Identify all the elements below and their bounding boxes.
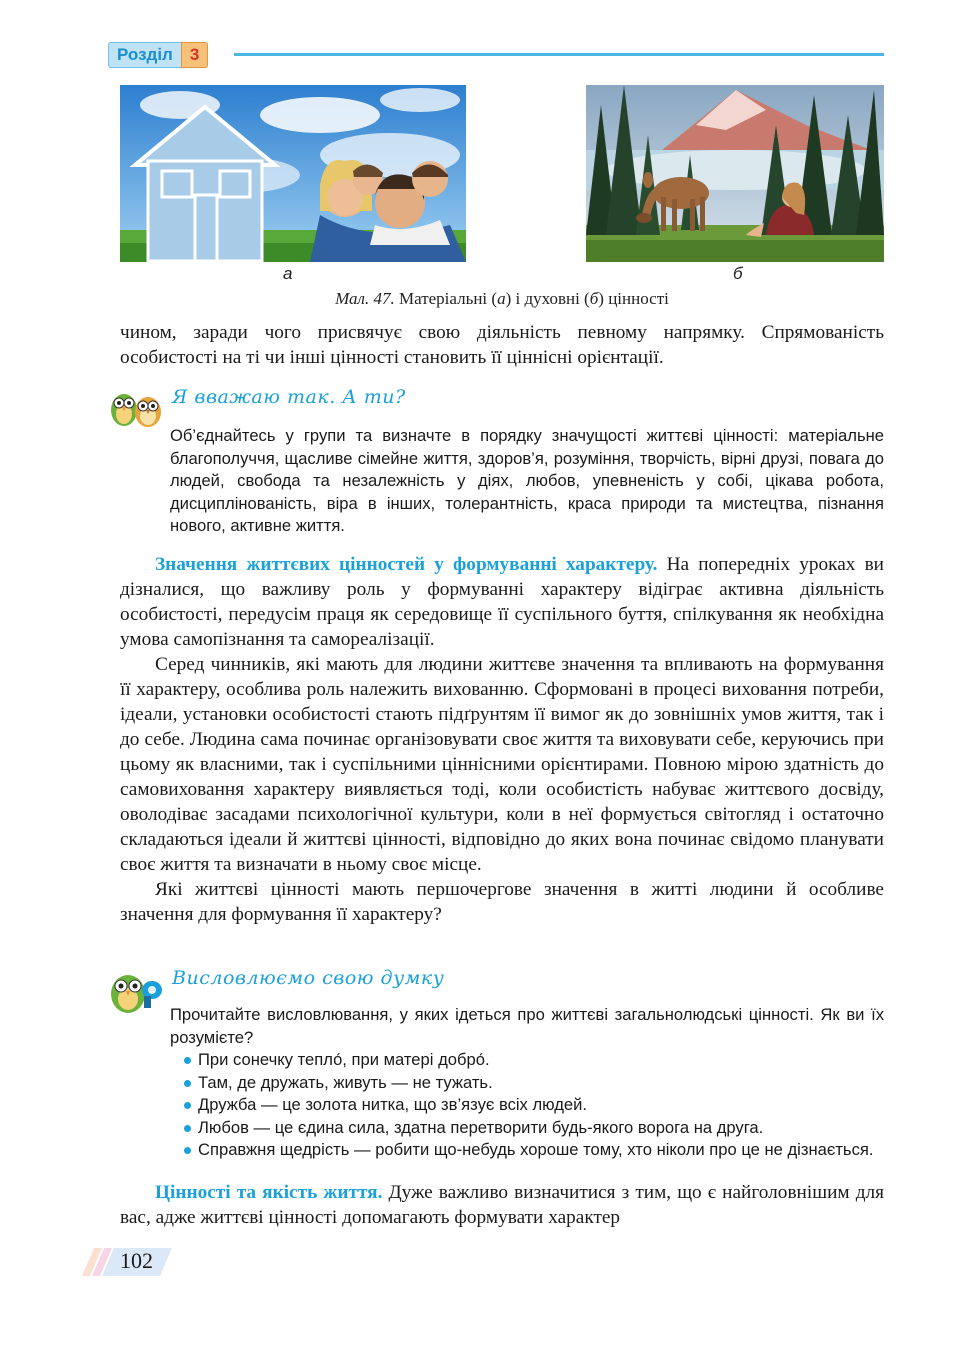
section2 — [120, 1180, 884, 1230]
box2-intro: Прочитайте висловлювання, у яких ідеться про життєві загальнолюдські цінності. Як ви їх розумієте? — [170, 1005, 884, 1047]
section-number: 3 — [181, 42, 208, 68]
figure-label-a: а — [283, 264, 293, 283]
caption-number: Мал. 47. — [335, 289, 395, 308]
photo-material-values — [120, 85, 466, 262]
page-number: 102 — [120, 1248, 153, 1273]
owl-speaking-icon — [108, 968, 164, 1014]
quotes-list — [170, 1049, 884, 1162]
list-item: Справжня щедрість — робити що-небудь хороше тому, хто ніколи про це не дізнається. — [170, 1139, 884, 1162]
section2-paragraph: Цінності та якість життя. Дуже важливо визначитися з тим, що є найголовнішим для вас, адже життєві цінності допомагають формувати характер — [120, 1182, 884, 1228]
section1-paragraph3: Які життєві цінності мають першочергове значення в житті людини й особливе значення для формування її характеру? — [120, 879, 884, 925]
list-item: Любов — це єдина сила, здатна перетворити будь-якого ворога на друга. — [170, 1117, 884, 1140]
section-divider — [234, 53, 884, 56]
intro-paragraph: чином, заради чого присвячує свою діяльність певному напрямку. Спрямованість особистості на ті чи інші цінності становить її ціннісні орієнтації. — [120, 322, 884, 368]
section-label: Розділ — [108, 42, 181, 68]
box1-title: Я вважаю так. А ти? — [172, 386, 406, 408]
section-tab — [108, 42, 208, 68]
list-item: Дружба — це золота нитка, що зв’язує всіх людей. — [170, 1094, 884, 1117]
figure-caption: Мал. 47. Матеріальні (а) і духовні (б) цінності — [335, 289, 669, 308]
box1-text: Об’єднайтесь у групи та визначте в порядку значущості життєві цінності: матеріальне благополуччя, щасливе сімейне життя, здоров’я, розуміння, творчість, вірні друзі, повага до людей, свобода та незалежність у діях, любов, упевненість у собі, цікава робота, дисциплінованість, віра в інших, толерантність, краса природи та мистецтва, пізнання нового, активне життя. — [170, 426, 884, 535]
section1-heading: Значення життєвих цінностей у формуванні характеру. — [155, 554, 658, 575]
section1-paragraph2: Серед чинників, які мають для людини життєве значення та впливають на формування її характеру, особлива роль належить вихованню. Сформовані в процесі виховання потреби, ідеали, установки особистості стають підґрунтям її вимог як до зовнішніх умов життя, так і до себе. Людина сама починає організовувати своє життя та виховувати себе, керуючись при цьому як власними, так і суспільними ціннісними орієнтирами. Повною мірою здатність до самовиховання характеру виявляється тоді, коли особистість набуває життєвого досвіду, оволодіває засадами психологічної культури, коли в неї формується світогляд і остаточно складаються ідеали й життєві цінності, відповідно до яких вона починає свідомо планувати своє життя та визначати в ньому своє місце. — [120, 654, 884, 875]
section1 — [120, 552, 884, 927]
list-item: При сонечку тепло́, при матері добро́. — [170, 1049, 884, 1072]
box2-content — [170, 1004, 884, 1162]
box2-title: Висловлюємо свою думку — [172, 967, 445, 989]
figure-label-b: б — [733, 264, 743, 283]
owl-pair-icon — [108, 388, 164, 428]
photo-spiritual-values — [586, 85, 884, 262]
section1-paragraph1: Значення життєвих цінностей у формуванні характеру. На попередніх уроках ви дізналися, що важливу роль у формуванні характеру відіграє активна діяльність особистості, передусім праця як середовище її суспільного буття, спілкування як необхідна умова самопізнання та самореалізації. — [120, 554, 884, 650]
list-item: Там, де дружать, живуть — не тужать. — [170, 1072, 884, 1095]
section2-heading: Цінності та якість життя. — [155, 1182, 383, 1203]
